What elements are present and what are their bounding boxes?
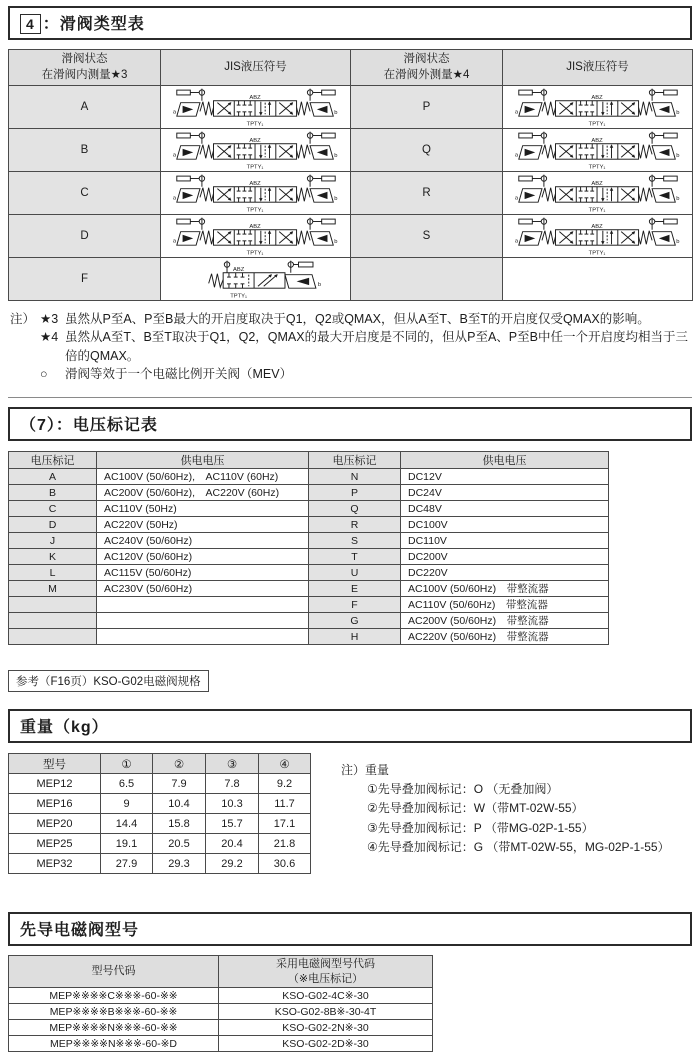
model-cell: MEP20 bbox=[9, 814, 101, 834]
solenoid-code-cell: KSO-G02-2N※-30 bbox=[219, 1020, 433, 1036]
voltage-marking-table bbox=[8, 451, 609, 645]
note-text: 虽然从P至A、P至B最大的开启度取决于Q1，Q2或QMAX，但从A至T、B至T的开启度仅受QMAX的影响。 bbox=[65, 312, 650, 326]
voltage-table-body bbox=[9, 469, 609, 645]
voltage-mark-cell: K bbox=[9, 549, 97, 565]
weight-value-cell: 30.6 bbox=[259, 854, 311, 874]
supply-voltage-cell: DC100V bbox=[401, 517, 609, 533]
voltage-mark-cell: F bbox=[309, 597, 401, 613]
note-line bbox=[40, 365, 692, 383]
voltage-mark-cell: G bbox=[309, 613, 401, 629]
model-cell: MEP12 bbox=[9, 774, 101, 794]
spool-row bbox=[9, 129, 693, 172]
jis-symbol-cell bbox=[503, 86, 693, 129]
reference-note-box: 参考（F16页）KSO-G02电磁阀规格 bbox=[8, 670, 209, 692]
weight-header-row bbox=[9, 754, 311, 774]
weight-note-line: ②先导叠加阀标记：W（带MT-02W-55） bbox=[367, 801, 584, 816]
weight-table-body bbox=[9, 774, 311, 874]
svg-text:ABZ: ABZ bbox=[248, 137, 261, 144]
weight-notes-items bbox=[341, 780, 670, 857]
weight-value-cell: 11.7 bbox=[259, 794, 311, 814]
supply-voltage-cell: DC110V bbox=[401, 533, 609, 549]
svg-text:a: a bbox=[172, 194, 176, 201]
spool-table-header bbox=[9, 50, 693, 86]
weight-value-cell: 15.8 bbox=[153, 814, 206, 834]
weight-table-header bbox=[9, 754, 311, 774]
voltage-row bbox=[9, 581, 609, 597]
pilot-row bbox=[9, 1036, 433, 1052]
column-header: 型号 bbox=[9, 754, 101, 774]
voltage-row bbox=[9, 533, 609, 549]
svg-text:b: b bbox=[333, 195, 337, 202]
spool-row bbox=[9, 215, 693, 258]
hydraulic-valve-symbol-icon bbox=[171, 130, 341, 171]
notes-prefix: 注） bbox=[10, 312, 36, 326]
note-line bbox=[40, 310, 692, 328]
voltage-mark-cell: M bbox=[9, 581, 97, 597]
hydraulic-valve-symbol-icon bbox=[513, 130, 683, 171]
weight-value-cell: 9.2 bbox=[259, 774, 311, 794]
supply-voltage-cell: AC240V (50/60Hz) bbox=[97, 533, 309, 549]
voltage-row bbox=[9, 597, 609, 613]
supply-voltage-cell: AC200V (50/60Hz), AC220V (60Hz) bbox=[97, 485, 309, 501]
section-title-weight bbox=[8, 709, 692, 743]
svg-text:ABZ: ABZ bbox=[248, 180, 261, 187]
weight-table bbox=[8, 753, 311, 874]
svg-text:ABZ: ABZ bbox=[590, 137, 603, 144]
solenoid-code-cell: KSO-G02-4C※-30 bbox=[219, 988, 433, 1004]
voltage-row bbox=[9, 485, 609, 501]
weight-value-cell: 29.2 bbox=[206, 854, 259, 874]
column-header: ④ bbox=[259, 754, 311, 774]
spool-code-internal: B bbox=[9, 129, 161, 172]
svg-text:TPTY₁: TPTY₁ bbox=[246, 120, 263, 127]
svg-text:ABZ: ABZ bbox=[232, 266, 244, 273]
voltage-row bbox=[9, 549, 609, 565]
section-title-voltage bbox=[8, 407, 692, 441]
jis-symbol-cell bbox=[503, 172, 693, 215]
svg-text:ABZ: ABZ bbox=[248, 223, 261, 230]
supply-voltage-cell: AC220V (50/60Hz) 带整流器 bbox=[401, 629, 609, 645]
weight-value-cell: 9 bbox=[101, 794, 153, 814]
weight-value-cell: 6.5 bbox=[101, 774, 153, 794]
svg-text:b: b bbox=[675, 238, 679, 245]
column-header: 供电电压 bbox=[97, 452, 309, 469]
model-code-cell: MEP※※※※C※※※-60-※※ bbox=[9, 988, 219, 1004]
voltage-mark-cell: R bbox=[309, 517, 401, 533]
solenoid-code-cell: KSO-G02-2D※-30 bbox=[219, 1036, 433, 1052]
hydraulic-valve-symbol-icon bbox=[513, 216, 683, 257]
model-cell: MEP25 bbox=[9, 834, 101, 854]
svg-text:TPTY₁: TPTY₁ bbox=[588, 120, 605, 127]
note-line bbox=[40, 328, 692, 365]
weight-value-cell: 19.1 bbox=[101, 834, 153, 854]
supply-voltage-cell bbox=[97, 629, 309, 645]
voltage-mark-cell: J bbox=[9, 533, 97, 549]
voltage-mark-cell: H bbox=[309, 629, 401, 645]
voltage-mark-cell: A bbox=[9, 469, 97, 485]
weight-row bbox=[9, 854, 311, 874]
pilot-header-row bbox=[9, 956, 433, 988]
model-code-cell: MEP※※※※N※※※-60-※※ bbox=[9, 1020, 219, 1036]
supply-voltage-cell: DC24V bbox=[401, 485, 609, 501]
voltage-mark-cell bbox=[9, 597, 97, 613]
jis-symbol-cell bbox=[503, 129, 693, 172]
voltage-row bbox=[9, 469, 609, 485]
note-marker: ★4 bbox=[40, 330, 59, 345]
voltage-row bbox=[9, 501, 609, 517]
voltage-row bbox=[9, 517, 609, 533]
svg-text:ABZ: ABZ bbox=[590, 94, 603, 101]
supply-voltage-cell: DC200V bbox=[401, 549, 609, 565]
voltage-mark-cell: C bbox=[9, 501, 97, 517]
svg-text:TPTY₁: TPTY₁ bbox=[588, 163, 605, 170]
voltage-mark-cell: D bbox=[9, 517, 97, 533]
svg-text:TPTY₁: TPTY₁ bbox=[588, 249, 605, 256]
svg-text:a: a bbox=[514, 151, 518, 158]
weight-value-cell: 17.1 bbox=[259, 814, 311, 834]
weight-row bbox=[9, 794, 311, 814]
voltage-row bbox=[9, 565, 609, 581]
jis-symbol-cell bbox=[503, 215, 693, 258]
weight-value-cell: 27.9 bbox=[101, 854, 153, 874]
svg-text:b: b bbox=[675, 109, 679, 116]
voltage-mark-cell: Q bbox=[309, 501, 401, 517]
svg-text:b: b bbox=[333, 109, 337, 116]
hydraulic-valve-symbol-icon bbox=[171, 259, 341, 300]
column-header: ② bbox=[153, 754, 206, 774]
section-title-text: （7）：电压标记表 bbox=[20, 417, 158, 434]
section-title-text: ：滑阀类型表 bbox=[42, 16, 145, 33]
column-header: 滑阀状态 在滑阀外测量★4 bbox=[351, 50, 503, 86]
supply-voltage-cell: AC115V (50/60Hz) bbox=[97, 565, 309, 581]
voltage-table-header bbox=[9, 452, 609, 469]
hydraulic-valve-symbol-icon bbox=[171, 216, 341, 257]
spool-table-notes bbox=[10, 310, 692, 383]
supply-voltage-cell: AC110V (50/60Hz) 带整流器 bbox=[401, 597, 609, 613]
voltage-header-row bbox=[9, 452, 609, 469]
weight-row bbox=[9, 774, 311, 794]
spool-code-internal: D bbox=[9, 215, 161, 258]
model-cell: MEP32 bbox=[9, 854, 101, 874]
voltage-mark-cell: S bbox=[309, 533, 401, 549]
section-divider bbox=[8, 397, 692, 398]
spool-code-internal: F bbox=[9, 258, 161, 301]
column-header: 采用电磁阀型号代码 （※电压标记） bbox=[219, 956, 433, 988]
svg-text:TPTY₁: TPTY₁ bbox=[246, 249, 263, 256]
supply-voltage-cell: AC100V (50/60Hz), AC110V (60Hz) bbox=[97, 469, 309, 485]
voltage-mark-cell: P bbox=[309, 485, 401, 501]
weight-row bbox=[9, 834, 311, 854]
jis-symbol-cell bbox=[161, 86, 351, 129]
spool-code-external: R bbox=[351, 172, 503, 215]
svg-text:a: a bbox=[514, 108, 518, 115]
voltage-mark-cell: E bbox=[309, 581, 401, 597]
svg-text:TPTY₁: TPTY₁ bbox=[246, 206, 263, 213]
note-text: 滑阀等效于一个电磁比例开关阀（MEV） bbox=[65, 366, 293, 381]
svg-text:a: a bbox=[514, 194, 518, 201]
jis-symbol-cell bbox=[503, 258, 693, 301]
weight-row bbox=[9, 814, 311, 834]
note-marker: ★3 bbox=[40, 312, 59, 326]
jis-symbol-cell bbox=[161, 129, 351, 172]
column-header: 电压标记 bbox=[9, 452, 97, 469]
column-header: 供电电压 bbox=[401, 452, 609, 469]
weight-note-line: ④先导叠加阀标记：G （带MT-02W-55，MG-02P-1-55） bbox=[367, 839, 670, 854]
svg-text:b: b bbox=[333, 238, 337, 245]
svg-text:a: a bbox=[172, 108, 176, 115]
hydraulic-valve-symbol-icon bbox=[171, 173, 341, 214]
weight-note-line: ③先导叠加阀标记：P （带MG-02P-1-55） bbox=[367, 820, 594, 835]
jis-symbol-cell bbox=[161, 258, 351, 301]
spool-table-body bbox=[9, 86, 693, 301]
pilot-row bbox=[9, 988, 433, 1004]
supply-voltage-cell: DC12V bbox=[401, 469, 609, 485]
weight-value-cell: 29.3 bbox=[153, 854, 206, 874]
voltage-mark-cell bbox=[9, 613, 97, 629]
spool-row bbox=[9, 258, 693, 301]
note-text: 虽然从A至T、B至T取决于Q1，Q2，QMAX的最大开启度是不同的，但从P至A、P至B中任一个开启度均相当于三倍的QMAX。 bbox=[65, 330, 688, 363]
supply-voltage-cell: DC220V bbox=[401, 565, 609, 581]
supply-voltage-cell: AC220V (50Hz) bbox=[97, 517, 309, 533]
svg-text:TPTY₁: TPTY₁ bbox=[588, 206, 605, 213]
weight-value-cell: 20.4 bbox=[206, 834, 259, 854]
section-title-text: 重量（kg） bbox=[20, 719, 109, 736]
model-cell: MEP16 bbox=[9, 794, 101, 814]
jis-symbol-cell bbox=[161, 215, 351, 258]
supply-voltage-cell bbox=[97, 613, 309, 629]
supply-voltage-cell: AC230V (50/60Hz) bbox=[97, 581, 309, 597]
voltage-mark-cell: B bbox=[9, 485, 97, 501]
hydraulic-valve-symbol-icon bbox=[513, 87, 683, 128]
supply-voltage-cell: AC200V (50/60Hz) 带整流器 bbox=[401, 613, 609, 629]
note-marker: ○ bbox=[40, 366, 48, 381]
voltage-mark-cell: T bbox=[309, 549, 401, 565]
hydraulic-valve-symbol-icon bbox=[171, 87, 341, 128]
svg-text:a: a bbox=[172, 237, 176, 244]
weight-value-cell: 14.4 bbox=[101, 814, 153, 834]
column-header: 滑阀状态 在滑阀内测量★3 bbox=[9, 50, 161, 86]
weight-value-cell: 10.3 bbox=[206, 794, 259, 814]
svg-text:TPTY₁: TPTY₁ bbox=[246, 163, 263, 170]
column-header: ③ bbox=[206, 754, 259, 774]
spool-code-external: Q bbox=[351, 129, 503, 172]
section-title-pilot-valve bbox=[8, 912, 692, 946]
voltage-row bbox=[9, 613, 609, 629]
supply-voltage-cell bbox=[97, 597, 309, 613]
svg-text:b: b bbox=[675, 195, 679, 202]
spool-type-table bbox=[8, 49, 693, 301]
spool-code-external: P bbox=[351, 86, 503, 129]
voltage-mark-cell: U bbox=[309, 565, 401, 581]
supply-voltage-cell: AC100V (50/60Hz) 带整流器 bbox=[401, 581, 609, 597]
section-title-text: 先导电磁阀型号 bbox=[20, 922, 140, 939]
section-title-spool-types bbox=[8, 6, 692, 40]
svg-text:ABZ: ABZ bbox=[248, 94, 261, 101]
weight-value-cell: 21.8 bbox=[259, 834, 311, 854]
column-header: JIS液压符号 bbox=[503, 50, 693, 86]
spool-code-internal: C bbox=[9, 172, 161, 215]
model-code-cell: MEP※※※※N※※※-60-※D bbox=[9, 1036, 219, 1052]
hydraulic-valve-symbol-icon bbox=[513, 173, 683, 214]
model-code-cell: MEP※※※※B※※※-60-※※ bbox=[9, 1004, 219, 1020]
voltage-mark-cell: N bbox=[309, 469, 401, 485]
pilot-row bbox=[9, 1020, 433, 1036]
column-header: ① bbox=[101, 754, 153, 774]
weight-value-cell: 10.4 bbox=[153, 794, 206, 814]
section-number-badge: 4 bbox=[20, 14, 41, 34]
voltage-mark-cell bbox=[9, 629, 97, 645]
spool-header-row bbox=[9, 50, 693, 86]
weight-section bbox=[8, 753, 692, 874]
weight-value-cell: 7.8 bbox=[206, 774, 259, 794]
jis-symbol-cell bbox=[161, 172, 351, 215]
column-header: 型号代码 bbox=[9, 956, 219, 988]
supply-voltage-cell: AC120V (50/60Hz) bbox=[97, 549, 309, 565]
spool-code-external: S bbox=[351, 215, 503, 258]
svg-text:b: b bbox=[317, 281, 321, 288]
column-header: 电压标记 bbox=[309, 452, 401, 469]
column-header: JIS液压符号 bbox=[161, 50, 351, 86]
pilot-valve-model-table bbox=[8, 955, 433, 1052]
svg-text:a: a bbox=[172, 151, 176, 158]
svg-text:a: a bbox=[514, 237, 518, 244]
spool-row bbox=[9, 86, 693, 129]
spool-code-external bbox=[351, 258, 503, 301]
weight-value-cell: 15.7 bbox=[206, 814, 259, 834]
pilot-table-header bbox=[9, 956, 433, 988]
svg-text:ABZ: ABZ bbox=[590, 223, 603, 230]
voltage-mark-cell: L bbox=[9, 565, 97, 581]
solenoid-code-cell: KSO-G02-8B※-30-4T bbox=[219, 1004, 433, 1020]
svg-text:TPTY₁: TPTY₁ bbox=[229, 292, 247, 299]
voltage-row bbox=[9, 629, 609, 645]
svg-text:ABZ: ABZ bbox=[590, 180, 603, 187]
spool-code-internal: A bbox=[9, 86, 161, 129]
supply-voltage-cell: DC48V bbox=[401, 501, 609, 517]
svg-text:b: b bbox=[333, 152, 337, 159]
supply-voltage-cell: AC110V (50Hz) bbox=[97, 501, 309, 517]
weight-note-line: ①先导叠加阀标记：O （无叠加阀） bbox=[367, 782, 559, 797]
spool-row bbox=[9, 172, 693, 215]
weight-notes bbox=[341, 753, 670, 874]
weight-notes-title: 注）重量 bbox=[341, 763, 390, 777]
svg-text:b: b bbox=[675, 152, 679, 159]
weight-value-cell: 20.5 bbox=[153, 834, 206, 854]
pilot-table-body bbox=[9, 988, 433, 1052]
weight-value-cell: 7.9 bbox=[153, 774, 206, 794]
